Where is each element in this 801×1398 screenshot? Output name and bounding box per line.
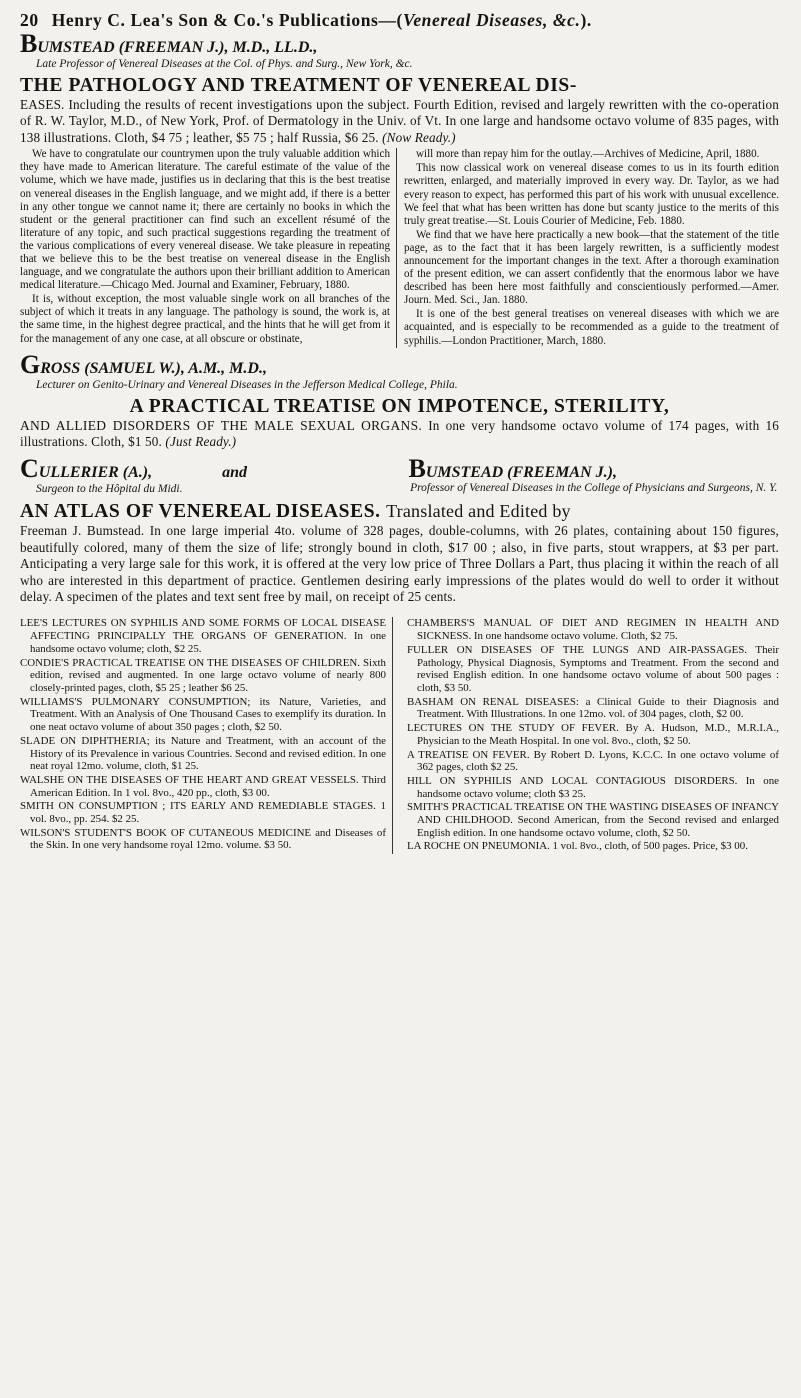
- author-affiliation: Professor of Venereal Diseases in the College of Physicians and Surgeons, N. Y.: [410, 482, 778, 495]
- availability-status: (Just Ready.): [165, 434, 237, 450]
- author-affiliation: Surgeon to the Hôpital du Midi.: [36, 483, 183, 496]
- review-columns: [20, 148, 779, 347]
- catalog-item: BASHAM ON RENAL DISEASES: a Clinical Guide to their Diagnosis and Treatment. With Illustrations. In one 12mo. vol. of 304 pages, cloth, $2 00.: [407, 695, 779, 721]
- review-paragraph: It is, without exception, the most valuable single work on all branches of the subject of which it treats in any language. The pathology is sound, the work is, at the same time, in the highest degree practical, and the hints that he will get from it for the management of any one case, at all obscure or obstinate,: [20, 293, 390, 345]
- review-paragraph: will more than repay him for the outlay.—Archives of Medicine, April, 1880.: [416, 148, 760, 161]
- review-paragraph: We have to congratulate our countrymen upon the truly valuable addition which they have made to American literature. The careful estimate of the value of the volume, which we have made, justifies us in declaring that this is the best treatise on venereal diseases in the English language, and we might add, if there is a better in any other tongue we cannot name it; there are certainly no books in which the student or the general practitioner can find such an excellent résumé of the literature of any topic, and such practical suggestions regarding the treatment of the various complications of every venereal disease. We take pleasure in repeating that we believe this to be the best treatise on venereal disease in the English language, and we congratulate the authors upon their brilliant addition to American medical literature.—Chicago Med. Journal and Examiner, February, 1880.: [20, 148, 390, 292]
- co-author-row: [20, 456, 779, 496]
- review-column-right: [404, 148, 779, 347]
- book-description: Freeman J. Bumstead. In one large imperial 4to. volume of 328 pages, double-columns, with 26 plates, containing about 150 figures, beautifully colored, many of them the size of life; strongly bound in cloth, $17 00 ; also, in five parts, stout wrappers, at $3 per part. Anticipating a very large sale for this work, it is offered at the very low price of Three Dollars a Part, thus placing it within the reach of all who are interested in this department of practice. Gentlemen desiring early impressions of the plates would do well to order it without delay. A specimen of the plates and text sent free by mail, on receipt of 25 cents.: [20, 523, 779, 605]
- catalog-item: CHAMBERS'S MANUAL OF DIET AND REGIMEN IN HEALTH AND SICKNESS. In one handsome octavo volume. Cloth, $2 75.: [407, 617, 779, 643]
- section-name: Venereal Diseases, &c.: [402, 10, 581, 30]
- book-title-row: [20, 500, 779, 523]
- catalog-item: HILL ON SYPHILIS AND LOCAL CONTAGIOUS DISORDERS. In one handsome octavo volume; cloth $3 25.: [407, 774, 779, 800]
- book-description: [20, 97, 779, 146]
- author-heading: [408, 454, 779, 484]
- book-entry-bumstead: [20, 29, 779, 348]
- catalog-item: LEE'S LECTURES ON SYPHILIS AND SOME FORMS OF LOCAL DISEASE AFFECTING PRINCIPALLY THE ORGANS OF GENERATION. In one handsome octavo volume; cloth, $2 25.: [20, 617, 386, 655]
- review-paragraph: It is one of the best general treatises on venereal diseases with which we are acquainted, and is especially to be recommended as a guide to the treatment of syphilis.—London Practitioner, March, 1880.: [404, 308, 779, 347]
- book-description-text: EASES. Including the results of recent investigations upon the subject. Fourth Edition, revised and largely rewritten with the co-operation of R. W. Taylor, M.D., of New York, Prof. of Dermatology in the Univ. of Vt. In one large and handsome octavo volume of 835 pages, with 138 illustrations. Cloth, $4 75 ; leather, $5 75 ; half Russia, $6 25.: [20, 97, 779, 145]
- author-heading: [20, 454, 408, 484]
- page-number: 20: [20, 10, 39, 30]
- publisher-line: Henry C. Lea's Son & Co.'s Publications—(: [51, 10, 403, 30]
- author-initial: C: [20, 454, 39, 484]
- author-name: ULLERIER (A.),: [38, 464, 153, 482]
- author-name: UMSTEAD (FREEMAN J.),: [425, 464, 617, 482]
- author-initial: B: [408, 454, 426, 484]
- author-name: ROSS (SAMUEL W.), A.M., M.D.,: [40, 359, 267, 377]
- book-description-text: In one very handsome octavo volume of 174 pages, with 16 illustrations. Cloth, $1 50.: [20, 417, 780, 450]
- book-entry-atlas: [20, 456, 779, 605]
- review-paragraph: We find that we have here practically a new book—that the statement of the title page, as to the fact that it has been largely rewritten, is a sufficiently modest announcement for the important changes in the text. After a thorough examination of the present edition, we can assert confidently that the enormous labor we have described has been here most faithfully and conscientiously performed.—Amer. Journ. Med. Sci., Jan. 1880.: [404, 228, 779, 307]
- author-initial: B: [20, 29, 38, 58]
- book-entry-gross: [20, 349, 780, 451]
- running-head: [20, 10, 779, 31]
- catalog-item: WILLIAMS'S PULMONARY CONSUMPTION; its Nature, Varieties, and Treatment. With an Analysis of One Thousand Cases to exemplify its duration. In one neat octavo volume of about 350 pages ; cloth, $2 50.: [20, 695, 386, 734]
- author-block-bumstead: [408, 456, 779, 496]
- availability-status: (Now Ready.): [382, 129, 456, 145]
- catalog-item: LA ROCHE ON PNEUMONIA. 1 vol. 8vo., cloth, of 500 pages. Price, $3 00.: [407, 840, 748, 853]
- catalog-item: LECTURES ON THE STUDY OF FEVER. By A. Hudson, M.D., M.R.I.A., Physician to the Meath Hospital. In one vol. 8vo., cloth, $2 50.: [407, 722, 779, 747]
- catalog-item: SMITH'S PRACTICAL TREATISE ON THE WASTING DISEASES OF INFANCY AND CHILDHOOD. Second American, from the Second revised and enlarged English edition. In one handsome octavo volume, cloth, $2 50.: [407, 801, 779, 839]
- catalog-column-right: [407, 617, 779, 854]
- running-head-close: ).: [580, 10, 592, 30]
- catalog-item: WILSON'S STUDENT'S BOOK OF CUTANEOUS MEDICINE and Diseases of the Skin. In one very handsome royal 12mo. volume. $3 50.: [20, 826, 386, 852]
- author-initial: G: [20, 349, 41, 379]
- author-name: UMSTEAD (FREEMAN J.), M.D., LL.D.,: [37, 39, 318, 56]
- author-affiliation: Lecturer on Genito-Urinary and Venereal Diseases in the Jefferson Medical College, Phila.: [36, 378, 458, 391]
- catalog-list: [20, 617, 779, 854]
- author-heading: [20, 29, 779, 58]
- catalog-item: FULLER ON DISEASES OF THE LUNGS AND AIR-PASSAGES. Their Pathology, Physical Diagnosis, Symptoms and Treatment. From the second and revised English edition. In one handsome octavo volume of about 500 pages : cloth, $3 50.: [407, 643, 779, 694]
- catalog-column-left: [20, 617, 393, 854]
- review-column-left: [20, 148, 397, 347]
- author-block-cullerier: [20, 456, 408, 496]
- catalog-item: WALSHE ON THE DISEASES OF THE HEART AND GREAT VESSELS. Third American Edition. In 1 vol. 8vo., 420 pp., cloth, $3 00.: [20, 773, 386, 799]
- catalog-item: SMITH ON CONSUMPTION ; ITS EARLY AND REMEDIABLE STAGES. 1 vol. 8vo., pp. 254. $2 25.: [20, 800, 386, 826]
- book-title-tail: Translated and Edited by: [386, 501, 571, 522]
- book-title: AN ATLAS OF VENEREAL DISEASES.: [20, 501, 381, 523]
- catalog-item: SLADE ON DIPHTHERIA; its Nature and Treatment, with an account of the History of its Prevalence in various Countries. Second and revised edition. In one neat royal 12mo. volume, cloth, $1 25.: [20, 734, 386, 773]
- book-title: A PRACTICAL TREATISE ON IMPOTENCE, STERILITY,: [129, 395, 670, 417]
- and-word: and: [222, 464, 248, 482]
- author-heading: [20, 349, 779, 379]
- book-title: THE PATHOLOGY AND TREATMENT OF VENEREAL DIS-: [20, 75, 577, 96]
- review-paragraph: This now classical work on venereal disease comes to us in its fourth edition rewritten, enlarged, and materially improved in every way. Dr. Taylor, as we had every reason to expect, has performed this part of his work with unusual excellence. We feel that what has been written has done but scanty justice to the merits of this truly great treatise.—St. Louis Courier of Medicine, Feb. 1880.: [404, 162, 779, 227]
- book-description: [20, 418, 779, 451]
- catalog-item: CONDIE'S PRACTICAL TREATISE ON THE DISEASES OF CHILDREN. Sixth edition, revised and augmented. In one large octavo volume of nearly 800 closely-printed pages, cloth, $5 25 ; leather $6 25.: [20, 656, 386, 694]
- author-affiliation: Late Professor of Venereal Diseases at the Col. of Phys. and Surg., New York, &c.: [36, 58, 413, 70]
- book-subtitle: AND ALLIED DISORDERS OF THE MALE SEXUAL ORGANS.: [20, 417, 423, 433]
- catalog-item: A TREATISE ON FEVER. By Robert D. Lyons, K.C.C. In one octavo volume of 362 pages, cloth $2 25.: [407, 748, 779, 774]
